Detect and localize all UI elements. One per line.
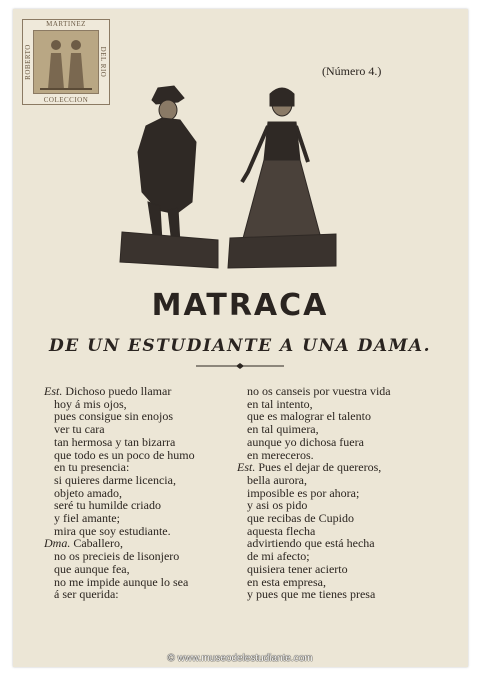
- verse-text: en tu presencia:: [54, 460, 130, 475]
- ornamental-rule: [196, 363, 284, 369]
- student-figure: [120, 86, 218, 268]
- stamp-engraving: [33, 30, 99, 94]
- verse-text: seré tu humilde criado: [54, 498, 161, 513]
- verse-text: hoy á mis ojos,: [54, 396, 127, 411]
- stamp-bottom-text: COLECCION: [43, 96, 89, 104]
- page-subtitle: DE UN ESTUDIANTE A UNA DAMA.: [49, 336, 431, 356]
- collection-stamp: [22, 19, 110, 105]
- verse-text: que recibas de Cupido: [247, 511, 354, 526]
- page-title: MATRACA: [151, 288, 329, 323]
- verse-text: Caballero,: [73, 536, 123, 551]
- speaker-label: Est.: [44, 384, 63, 398]
- verse-column-right: [237, 385, 447, 601]
- verse-text: que es malograr el talento: [247, 409, 371, 424]
- verse-text: no os precieis de lisonjero: [54, 549, 180, 564]
- verse-text: que aunque fea,: [54, 561, 130, 576]
- verse-text: tan hermosa y tan bizarra: [54, 434, 176, 449]
- stamp-left-text: ROBERTO: [24, 44, 32, 80]
- speaker-label: Dma.: [44, 536, 71, 551]
- verse-text: en esta empresa,: [247, 574, 326, 589]
- speaker-label: Est.: [237, 460, 256, 475]
- verse-text: ver tu cara: [54, 422, 105, 437]
- verse-text: y fiel amante;: [54, 511, 120, 526]
- woodcut-illustration: [118, 82, 342, 272]
- verse-text: á ser querida:: [54, 587, 119, 602]
- stamp-right-text: DEL RIO: [99, 46, 107, 78]
- verse-text: imposible es por ahora;: [247, 485, 360, 500]
- verse-text: Pues el dejar de quereros,: [258, 460, 382, 475]
- verse-text: objeto amado,: [54, 485, 122, 500]
- verse-text: y asi os pido: [247, 498, 308, 513]
- verse-column-left: [44, 385, 254, 601]
- verse-line: [44, 588, 254, 601]
- verse-text: Dichoso puedo llamar: [65, 384, 172, 398]
- verse-text: en mereceros.: [247, 447, 314, 462]
- verse-text: si quieres darme licencia,: [54, 472, 176, 487]
- verse-text: no os canseis por vuestra vida: [247, 384, 391, 398]
- verse-text: advirtiendo que está hecha: [247, 536, 375, 551]
- verse-text: en tal quimera,: [247, 422, 319, 437]
- verse-text: quisiera tener acierto: [247, 561, 348, 576]
- verse-text: pues consigue sin enojos: [54, 409, 173, 424]
- issue-number: (Número 4.): [322, 64, 382, 78]
- verse-text: bella aurora,: [247, 472, 307, 487]
- verse-text: que todo es un poco de humo: [54, 447, 195, 462]
- lady-figure: [228, 88, 336, 268]
- verse-text: y pues que me tienes presa: [247, 587, 376, 602]
- verse-text: de mi afecto;: [247, 549, 310, 564]
- verse-line: [237, 588, 447, 601]
- verse-text: aquesta flecha: [247, 523, 316, 538]
- verse-text: aunque yo dichosa fuera: [247, 434, 364, 449]
- verse-text: en tal intento,: [247, 396, 313, 411]
- verse-text: no me impide aunque lo sea: [54, 574, 189, 589]
- watermark-footer: © www.museodelestudiante.com: [167, 653, 313, 664]
- stamp-top-text: MARTINEZ: [46, 20, 86, 28]
- verse-text: mira que soy estudiante.: [54, 523, 171, 538]
